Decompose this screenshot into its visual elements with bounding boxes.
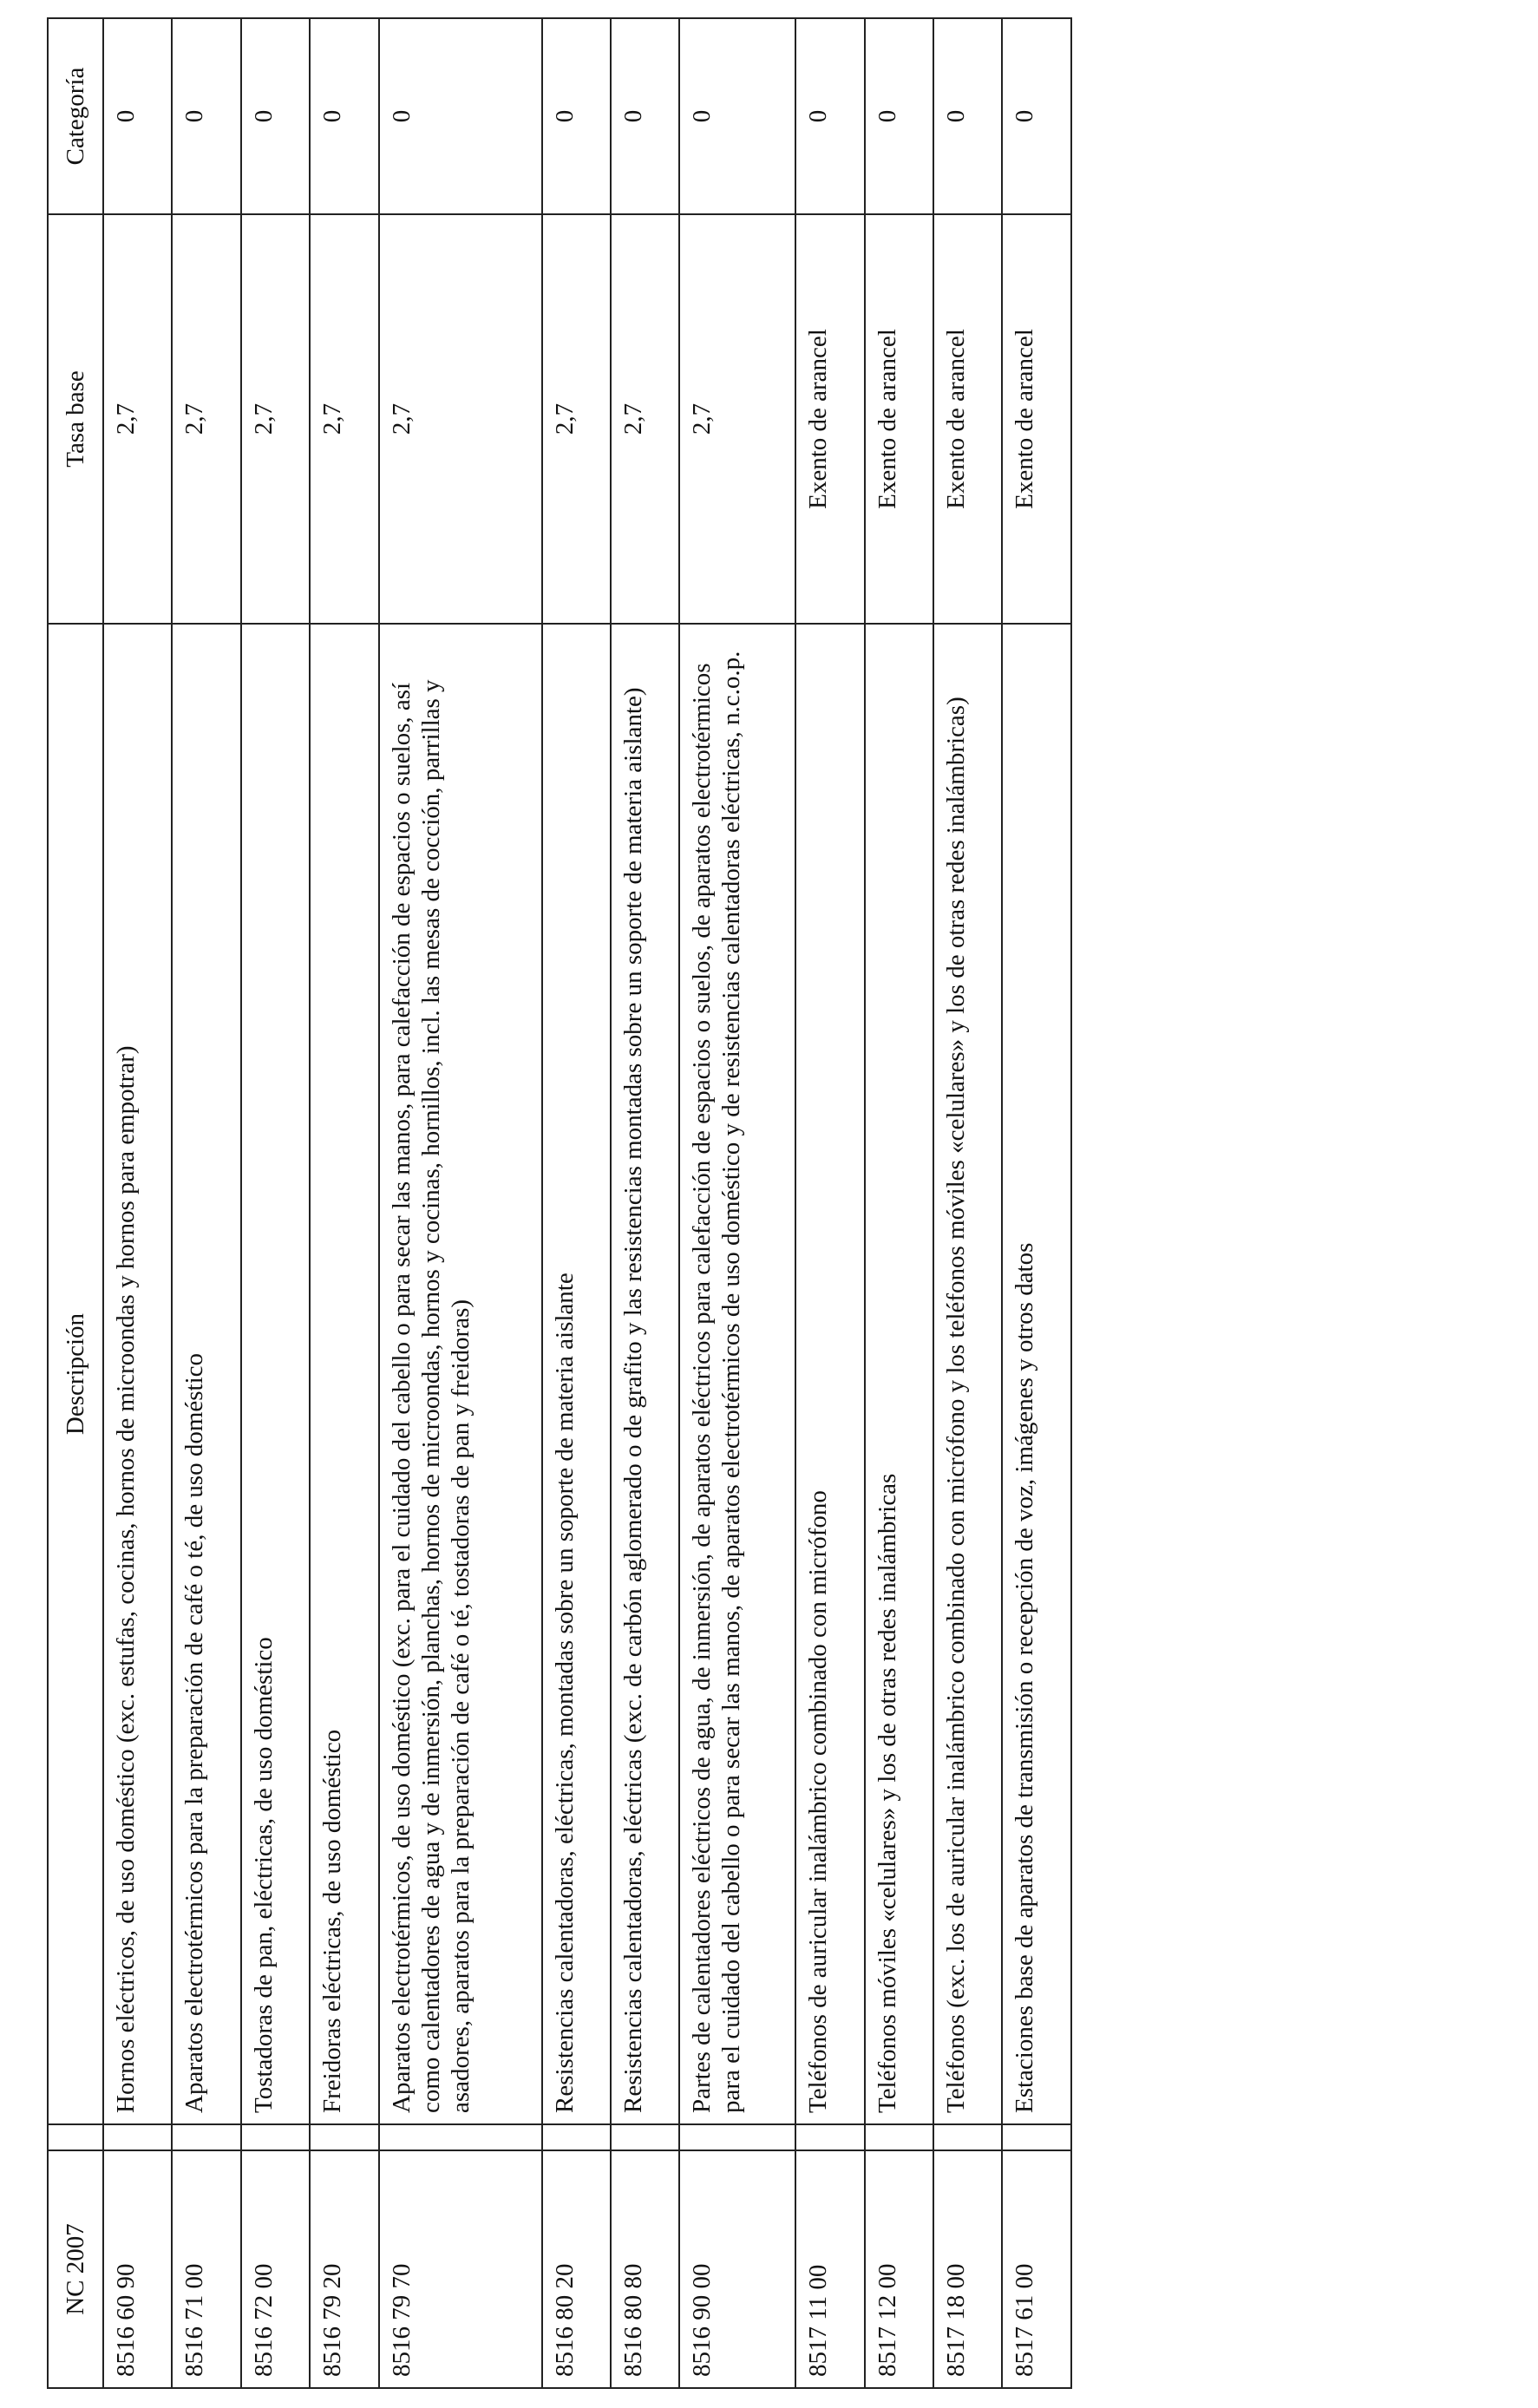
header-description: Descripción — [48, 624, 103, 2124]
cell-code: 8517 12 00 — [865, 2150, 933, 2388]
cell-category: 0 — [679, 18, 795, 214]
cell-gap — [310, 2124, 378, 2150]
cell-description: Aparatos electrotérmicos para la preparación de café o té, de uso doméstico — [172, 624, 240, 2124]
cell-gap — [795, 2124, 864, 2150]
cell-category: 0 — [933, 18, 1002, 214]
cell-category: 0 — [1002, 18, 1071, 214]
header-code: NC 2007 — [48, 2150, 103, 2388]
cell-rate: 2,7 — [542, 214, 611, 624]
cell-gap — [542, 2124, 611, 2150]
cell-category: 0 — [542, 18, 611, 214]
cell-code: 8517 18 00 — [933, 2150, 1002, 2388]
cell-rate: Exento de arancel — [933, 214, 1002, 624]
cell-rate: 2,7 — [310, 214, 378, 624]
cell-description: Teléfonos (exc. los de auricular inalámbrico combinado con micrófono y los teléfonos móviles «celulares» y los de otras redes inalámbricas) — [933, 624, 1002, 2124]
cell-rate: 2,7 — [241, 214, 310, 624]
table-row — [103, 18, 172, 2388]
cell-category: 0 — [241, 18, 310, 214]
cell-rate: 2,7 — [379, 214, 542, 624]
cell-rate: 2,7 — [611, 214, 679, 624]
cell-code: 8517 61 00 — [1002, 2150, 1071, 2388]
cell-code: 8516 72 00 — [241, 2150, 310, 2388]
cell-description: Aparatos electrotérmicos, de uso doméstico (exc. para el cuidado del cabello o para secar las manos, para calefacción de espacios o suelos, así como calentadores de agua y de inmersión, planchas, hornos de microondas, hornos y cocinas, hornillos, incl. las mesas de cocción, parrillas y asadores, aparatos para la preparación de café o té, tostadoras de pan y freidoras) — [379, 624, 542, 2124]
cell-rate: 2,7 — [172, 214, 240, 624]
table-row — [933, 18, 1002, 2388]
cell-description: Teléfonos móviles «celulares» y los de otras redes inalámbricas — [865, 624, 933, 2124]
cell-category: 0 — [103, 18, 172, 214]
cell-category: 0 — [865, 18, 933, 214]
cell-code: 8516 80 20 — [542, 2150, 611, 2388]
header-category: Categoría — [48, 18, 103, 214]
cell-rate: Exento de arancel — [1002, 214, 1071, 624]
tariff-table — [47, 17, 1072, 2389]
table-row — [1002, 18, 1071, 2388]
cell-category: 0 — [795, 18, 864, 214]
cell-gap — [241, 2124, 310, 2150]
cell-category: 0 — [172, 18, 240, 214]
cell-rate: Exento de arancel — [795, 214, 864, 624]
cell-rate: 2,7 — [679, 214, 795, 624]
cell-category: 0 — [379, 18, 542, 214]
cell-description: Resistencias calentadoras, eléctricas (exc. de carbón aglomerado o de grafito y las resistencias montadas sobre un soporte de materia aislante) — [611, 624, 679, 2124]
cell-code: 8516 79 70 — [379, 2150, 542, 2388]
cell-rate: Exento de arancel — [865, 214, 933, 624]
cell-code: 8517 11 00 — [795, 2150, 864, 2388]
table-row — [310, 18, 378, 2388]
cell-gap — [1002, 2124, 1071, 2150]
cell-description: Partes de calentadores eléctricos de agua, de inmersión, de aparatos eléctricos para calefacción de espacios o suelos, de aparatos electrotérmicos para el cuidado del cabello o para secar las manos, de aparatos electrotérmicos de uso doméstico y de resistencias calentadoras eléctricas, n.c.o.p. — [679, 624, 795, 2124]
table-row — [795, 18, 864, 2388]
cell-category: 0 — [611, 18, 679, 214]
cell-code: 8516 71 00 — [172, 2150, 240, 2388]
cell-gap — [103, 2124, 172, 2150]
cell-description: Teléfonos de auricular inalámbrico combinado con micrófono — [795, 624, 864, 2124]
cell-code: 8516 90 00 — [679, 2150, 795, 2388]
rotated-page — [47, 19, 1072, 2389]
cell-description: Estaciones base de aparatos de transmisión o recepción de voz, imágenes y otros datos — [1002, 624, 1071, 2124]
table-row — [241, 18, 310, 2388]
cell-code: 8516 60 90 — [103, 2150, 172, 2388]
cell-gap — [679, 2124, 795, 2150]
cell-gap — [172, 2124, 240, 2150]
cell-gap — [933, 2124, 1002, 2150]
cell-gap — [611, 2124, 679, 2150]
header-row — [48, 18, 103, 2388]
table-row — [542, 18, 611, 2388]
table-row — [379, 18, 542, 2388]
cell-rate: 2,7 — [103, 214, 172, 624]
table-row — [865, 18, 933, 2388]
table-row — [172, 18, 240, 2388]
cell-gap — [379, 2124, 542, 2150]
cell-description: Tostadoras de pan, eléctricas, de uso doméstico — [241, 624, 310, 2124]
cell-code: 8516 80 80 — [611, 2150, 679, 2388]
cell-description: Freidoras eléctricas, de uso doméstico — [310, 624, 378, 2124]
cell-gap — [865, 2124, 933, 2150]
cell-description: Resistencias calentadoras, eléctricas, montadas sobre un soporte de materia aislante — [542, 624, 611, 2124]
table-row — [611, 18, 679, 2388]
cell-code: 8516 79 20 — [310, 2150, 378, 2388]
header-gap — [48, 2124, 103, 2150]
cell-description: Hornos eléctricos, de uso doméstico (exc. estufas, cocinas, hornos de microondas y hornos para empotrar) — [103, 624, 172, 2124]
table-row — [679, 18, 795, 2388]
header-rate: Tasa base — [48, 214, 103, 624]
cell-category: 0 — [310, 18, 378, 214]
